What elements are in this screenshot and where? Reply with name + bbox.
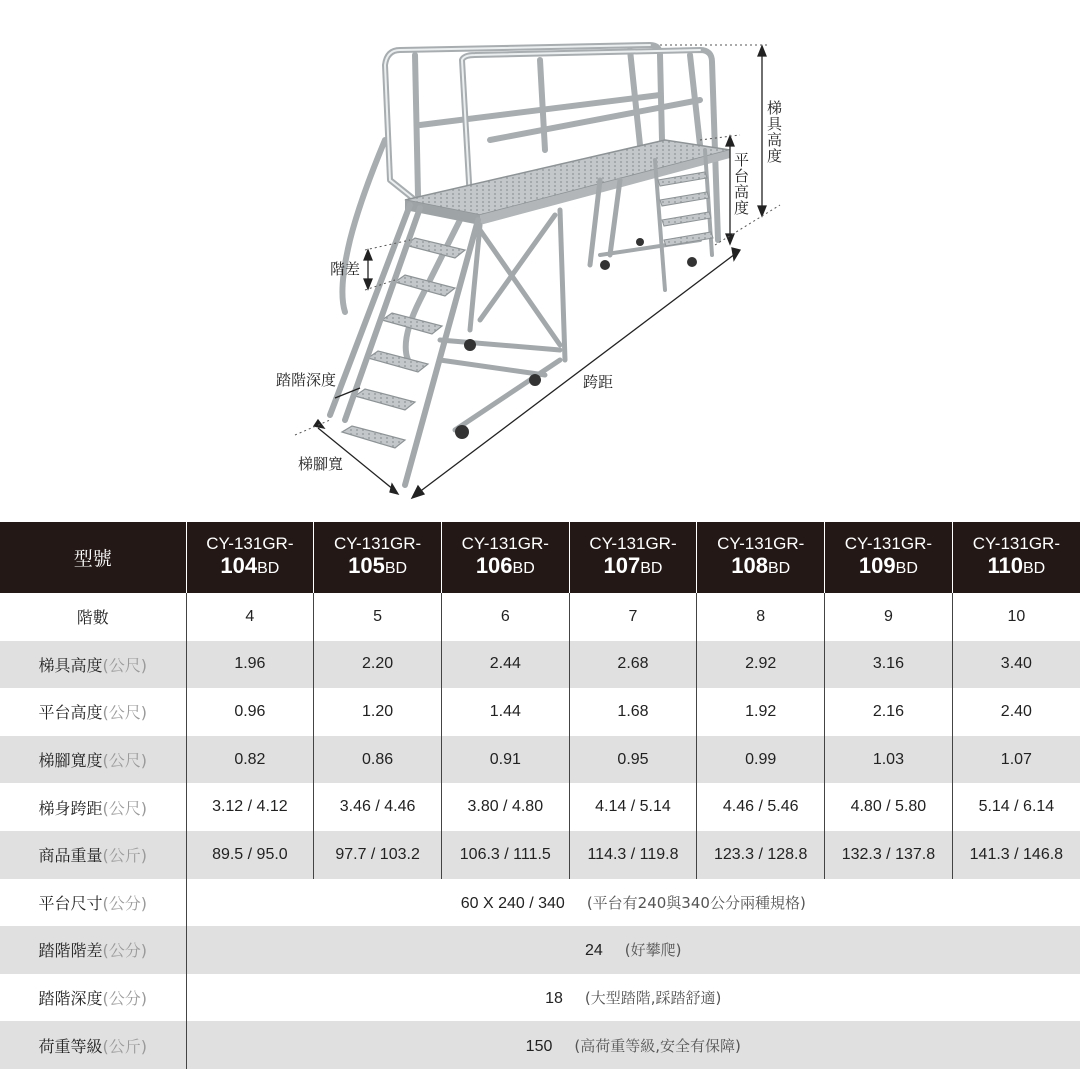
table-cell: 0.82	[186, 736, 314, 784]
table-cell: 3.40	[952, 641, 1080, 689]
row-label: 踏階深度(公分)	[38, 989, 148, 1009]
spanned-value-cell: 24 (好攀爬)	[186, 926, 1080, 974]
table-cell: 123.3 / 128.8	[697, 831, 825, 879]
table-cell: 97.7 / 103.2	[314, 831, 442, 879]
model-header-row	[0, 522, 1080, 593]
table-row	[0, 879, 1080, 927]
model-header-cell: CY-131GR- 108BD	[697, 522, 825, 593]
row-label: 梯腳寬度(公尺)	[0, 736, 186, 784]
table-cell: 0.86	[314, 736, 442, 784]
wheels	[455, 238, 697, 439]
table-row	[0, 974, 1080, 1022]
table-cell: 3.12 / 4.12	[186, 783, 314, 831]
span-label: 跨距	[583, 373, 614, 391]
table-row	[0, 736, 1080, 784]
mobile-platform-ladder-drawing	[0, 0, 1080, 522]
table-cell: 106.3 / 111.5	[441, 831, 569, 879]
table-cell: 6	[441, 593, 569, 641]
table-row	[0, 593, 1080, 641]
row-label: 商品重量(公斤)	[0, 831, 186, 879]
table-cell: 10	[952, 593, 1080, 641]
row-label: 平台高度(公尺)	[38, 703, 148, 723]
table-cell: 7	[569, 593, 697, 641]
table-row	[0, 688, 1080, 736]
row-label: 梯具高度(公尺)	[0, 641, 186, 689]
table-cell: 141.3 / 146.8	[952, 831, 1080, 879]
table-cell: 2.44	[441, 641, 569, 689]
leg-width-label: 梯腳寬	[298, 455, 344, 473]
table-cell: 5.14 / 6.14	[952, 783, 1080, 831]
table-cell: 2.20	[314, 641, 442, 689]
table-cell: 9	[825, 593, 953, 641]
table-cell: 1.20	[314, 688, 442, 736]
table-cell: 4.80 / 5.80	[825, 783, 953, 831]
table-cell: 2.40	[952, 688, 1080, 736]
table-cell: 4.46 / 5.46	[697, 783, 825, 831]
table-cell: 1.96	[186, 641, 314, 689]
model-header-cell: CY-131GR- 106BD	[441, 522, 569, 593]
step-depth-label: 踏階深度	[276, 371, 337, 389]
spanned-value-cell: 150 (高荷重等級,安全有保障)	[186, 1021, 1080, 1069]
table-cell: 1.07	[952, 736, 1080, 784]
table-cell: 0.99	[697, 736, 825, 784]
spec-table	[0, 522, 1080, 1069]
table-cell: 0.96	[186, 688, 314, 736]
total-height-label: 梯具高度	[765, 100, 783, 164]
row-label: 踏階階差(公分)	[0, 926, 186, 974]
table-cell: 132.3 / 137.8	[825, 831, 953, 879]
model-header-cell: CY-131GR- 104BD	[186, 522, 314, 593]
table-row	[0, 641, 1080, 689]
spanned-value-cell: 18 (大型踏階,踩踏舒適)	[186, 974, 1080, 1022]
table-cell: 0.95	[569, 736, 697, 784]
ladder-illustration	[0, 0, 1080, 522]
spanned-value-cell: 60 X 240 / 340 (平台有240與340公分兩種規格)	[186, 879, 1080, 927]
table-cell: 2.16	[825, 688, 953, 736]
platform-height-label: 平台高度	[732, 152, 750, 216]
table-cell: 1.92	[697, 688, 825, 736]
model-header-cell: CY-131GR- 110BD	[952, 522, 1080, 593]
model-header-cell: CY-131GR- 109BD	[825, 522, 953, 593]
table-cell: 2.92	[697, 641, 825, 689]
table-row	[0, 926, 1080, 974]
table-cell: 5	[314, 593, 442, 641]
table-cell: 3.80 / 4.80	[441, 783, 569, 831]
table-cell: 3.16	[825, 641, 953, 689]
model-header-label: 型號	[0, 522, 186, 593]
table-cell: 1.68	[569, 688, 697, 736]
table-row	[0, 831, 1080, 879]
table-cell: 89.5 / 95.0	[186, 831, 314, 879]
table-cell: 2.68	[569, 641, 697, 689]
model-header-cell: CY-131GR- 107BD	[569, 522, 697, 593]
model-header-cell: CY-131GR- 105BD	[314, 522, 442, 593]
row-label: 梯身跨距(公尺)	[38, 798, 148, 818]
table-cell: 114.3 / 119.8	[569, 831, 697, 879]
step-rise-label: 階差	[330, 260, 361, 278]
table-cell: 1.44	[441, 688, 569, 736]
table-cell: 0.91	[441, 736, 569, 784]
table-cell: 4.14 / 5.14	[569, 783, 697, 831]
row-label: 階數	[76, 608, 109, 628]
row-label: 荷重等級(公斤)	[0, 1021, 186, 1069]
table-row	[0, 1021, 1080, 1069]
table-cell: 1.03	[825, 736, 953, 784]
table-cell: 3.46 / 4.46	[314, 783, 442, 831]
table-cell: 4	[186, 593, 314, 641]
row-label: 平台尺寸(公分)	[38, 893, 148, 913]
table-cell: 8	[697, 593, 825, 641]
table-row	[0, 783, 1080, 831]
